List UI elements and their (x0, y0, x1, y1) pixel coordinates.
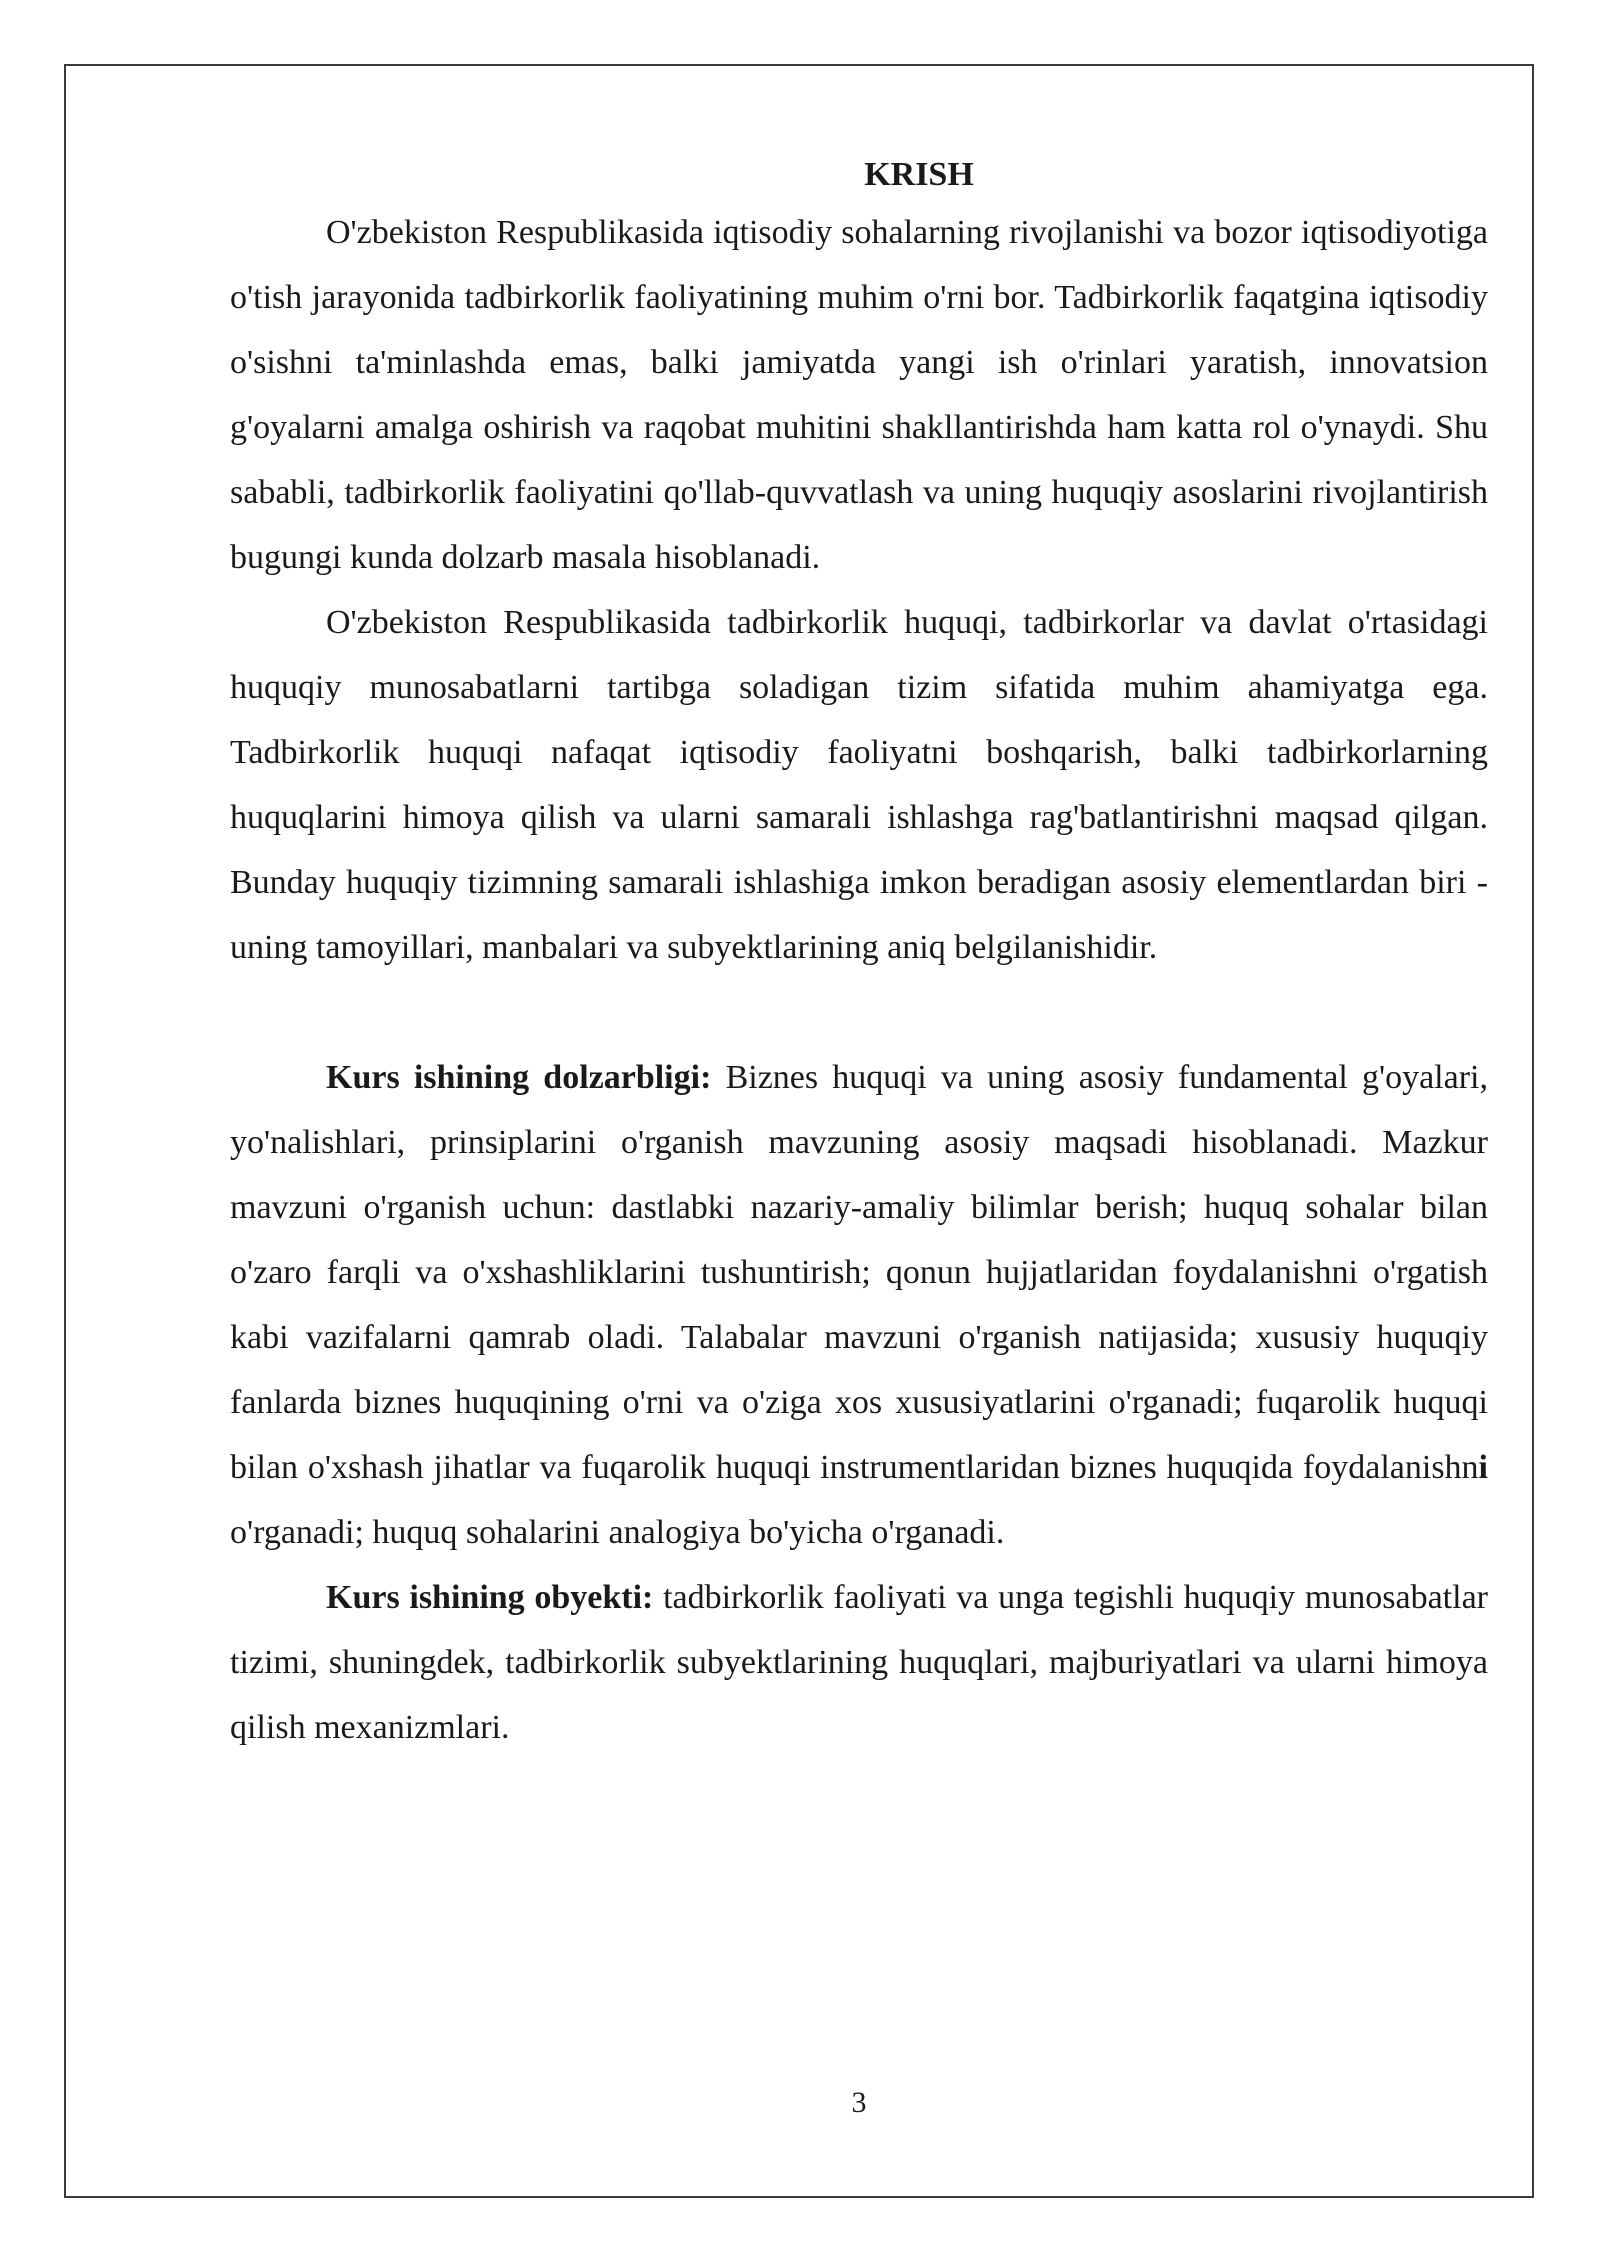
relevance-paragraph (230, 1045, 1488, 1565)
document-body (230, 150, 1488, 1760)
intro-paragraph-2 (230, 590, 1488, 980)
paragraph-text: O'zbekiston Respublikasida iqtisodiy sohalarning rivojlanishi va bozor iqtisodiyotiga o'tish jarayonida tadbirkorlik faoliyatining muhim o'rni bor. Tadbirkorlik faqatgina iqtisodiy o'sishni ta'minlashda emas, balki jamiyatda yangi ish o'rinlari yaratish, innovatsion g'oyalarni amalga oshirish va raqobat muhitini shakllantirishda ham katta rol o'ynaydi. Shu sababli, tadbirkorlik faoliyatini qo'llab-quvvatlash va uning huquqiy asoslarini rivojlantirish bugungi kunda dolzarb masala hisoblanadi. (230, 214, 1488, 576)
page-number: 3 (851, 2086, 867, 2119)
document-title: KRISH (864, 156, 974, 193)
intro-paragraph-1 (230, 200, 1488, 590)
paragraph-spacer (230, 980, 1488, 1045)
paragraph-text: Biznes huquqi va uning asosiy fundamental g'oyalari, yo'nalishlari, prinsiplarini o'rganish mavzuning asosiy maqsadi hisoblanadi. Mazkur mavzuni o'rganish uchun: dastlabki nazariy-amaliy bilimlar berish; huquq sohalar bilan o'zaro farqli va o'xshashliklarini tushuntirish; qonun hujjatlaridan foydalanishni o'rgatish kabi vazifalarni qamrab oladi. Talabalar mavzuni o'rganish natijasida; xususiy huquqiy fanlarda biznes huquqining o'rni va o'ziga xos xususiyatlarini o'rganadi; fuqarolik huquqi bilan o'xshash jihatlar va fuqarolik huquqi instrumentlaridan biznes huquqida foydalanishn (230, 1059, 1488, 1486)
paragraph-text: O'zbekiston Respublikasida tadbirkorlik huquqi, tadbirkorlar va davlat o'rtasidagi huquqiy munosabatlarni tartibga soladigan tizim sifatida muhim ahamiyatga ega. Tadbirkorlik huquqi nafaqat iqtisodiy faoliyatni boshqarish, balki tadbirkorlarning huquqlarini himoya qilish va ularni samarali ishlashga rag'batlantirishni maqsad qilgan. Bunday huquqiy tizimning samarali ishlashiga imkon beradigan asosiy elementlardan biri - uning tamoyillari, manbalari va subyektlarining aniq belgilanishidir. (230, 604, 1488, 966)
bold-letter: i (1478, 1449, 1488, 1486)
paragraph-text: o'rganadi; huquq sohalarini analogiya bo'yicha o'rganadi. (230, 1514, 1005, 1551)
paragraph-text: tadbirkorlik faoliyati va unga tegishli huquqiy munosabatlar tizimi, shuningdek, tadbirkorlik subyektlarining huquqlari, majburiyatlari va ularni himoya qilish mexanizmlari. (230, 1579, 1488, 1746)
object-heading: Kurs ishining obyekti: (326, 1579, 654, 1616)
relevance-heading: Kurs ishining dolzarbligi: (326, 1059, 712, 1096)
object-paragraph (230, 1565, 1488, 1760)
